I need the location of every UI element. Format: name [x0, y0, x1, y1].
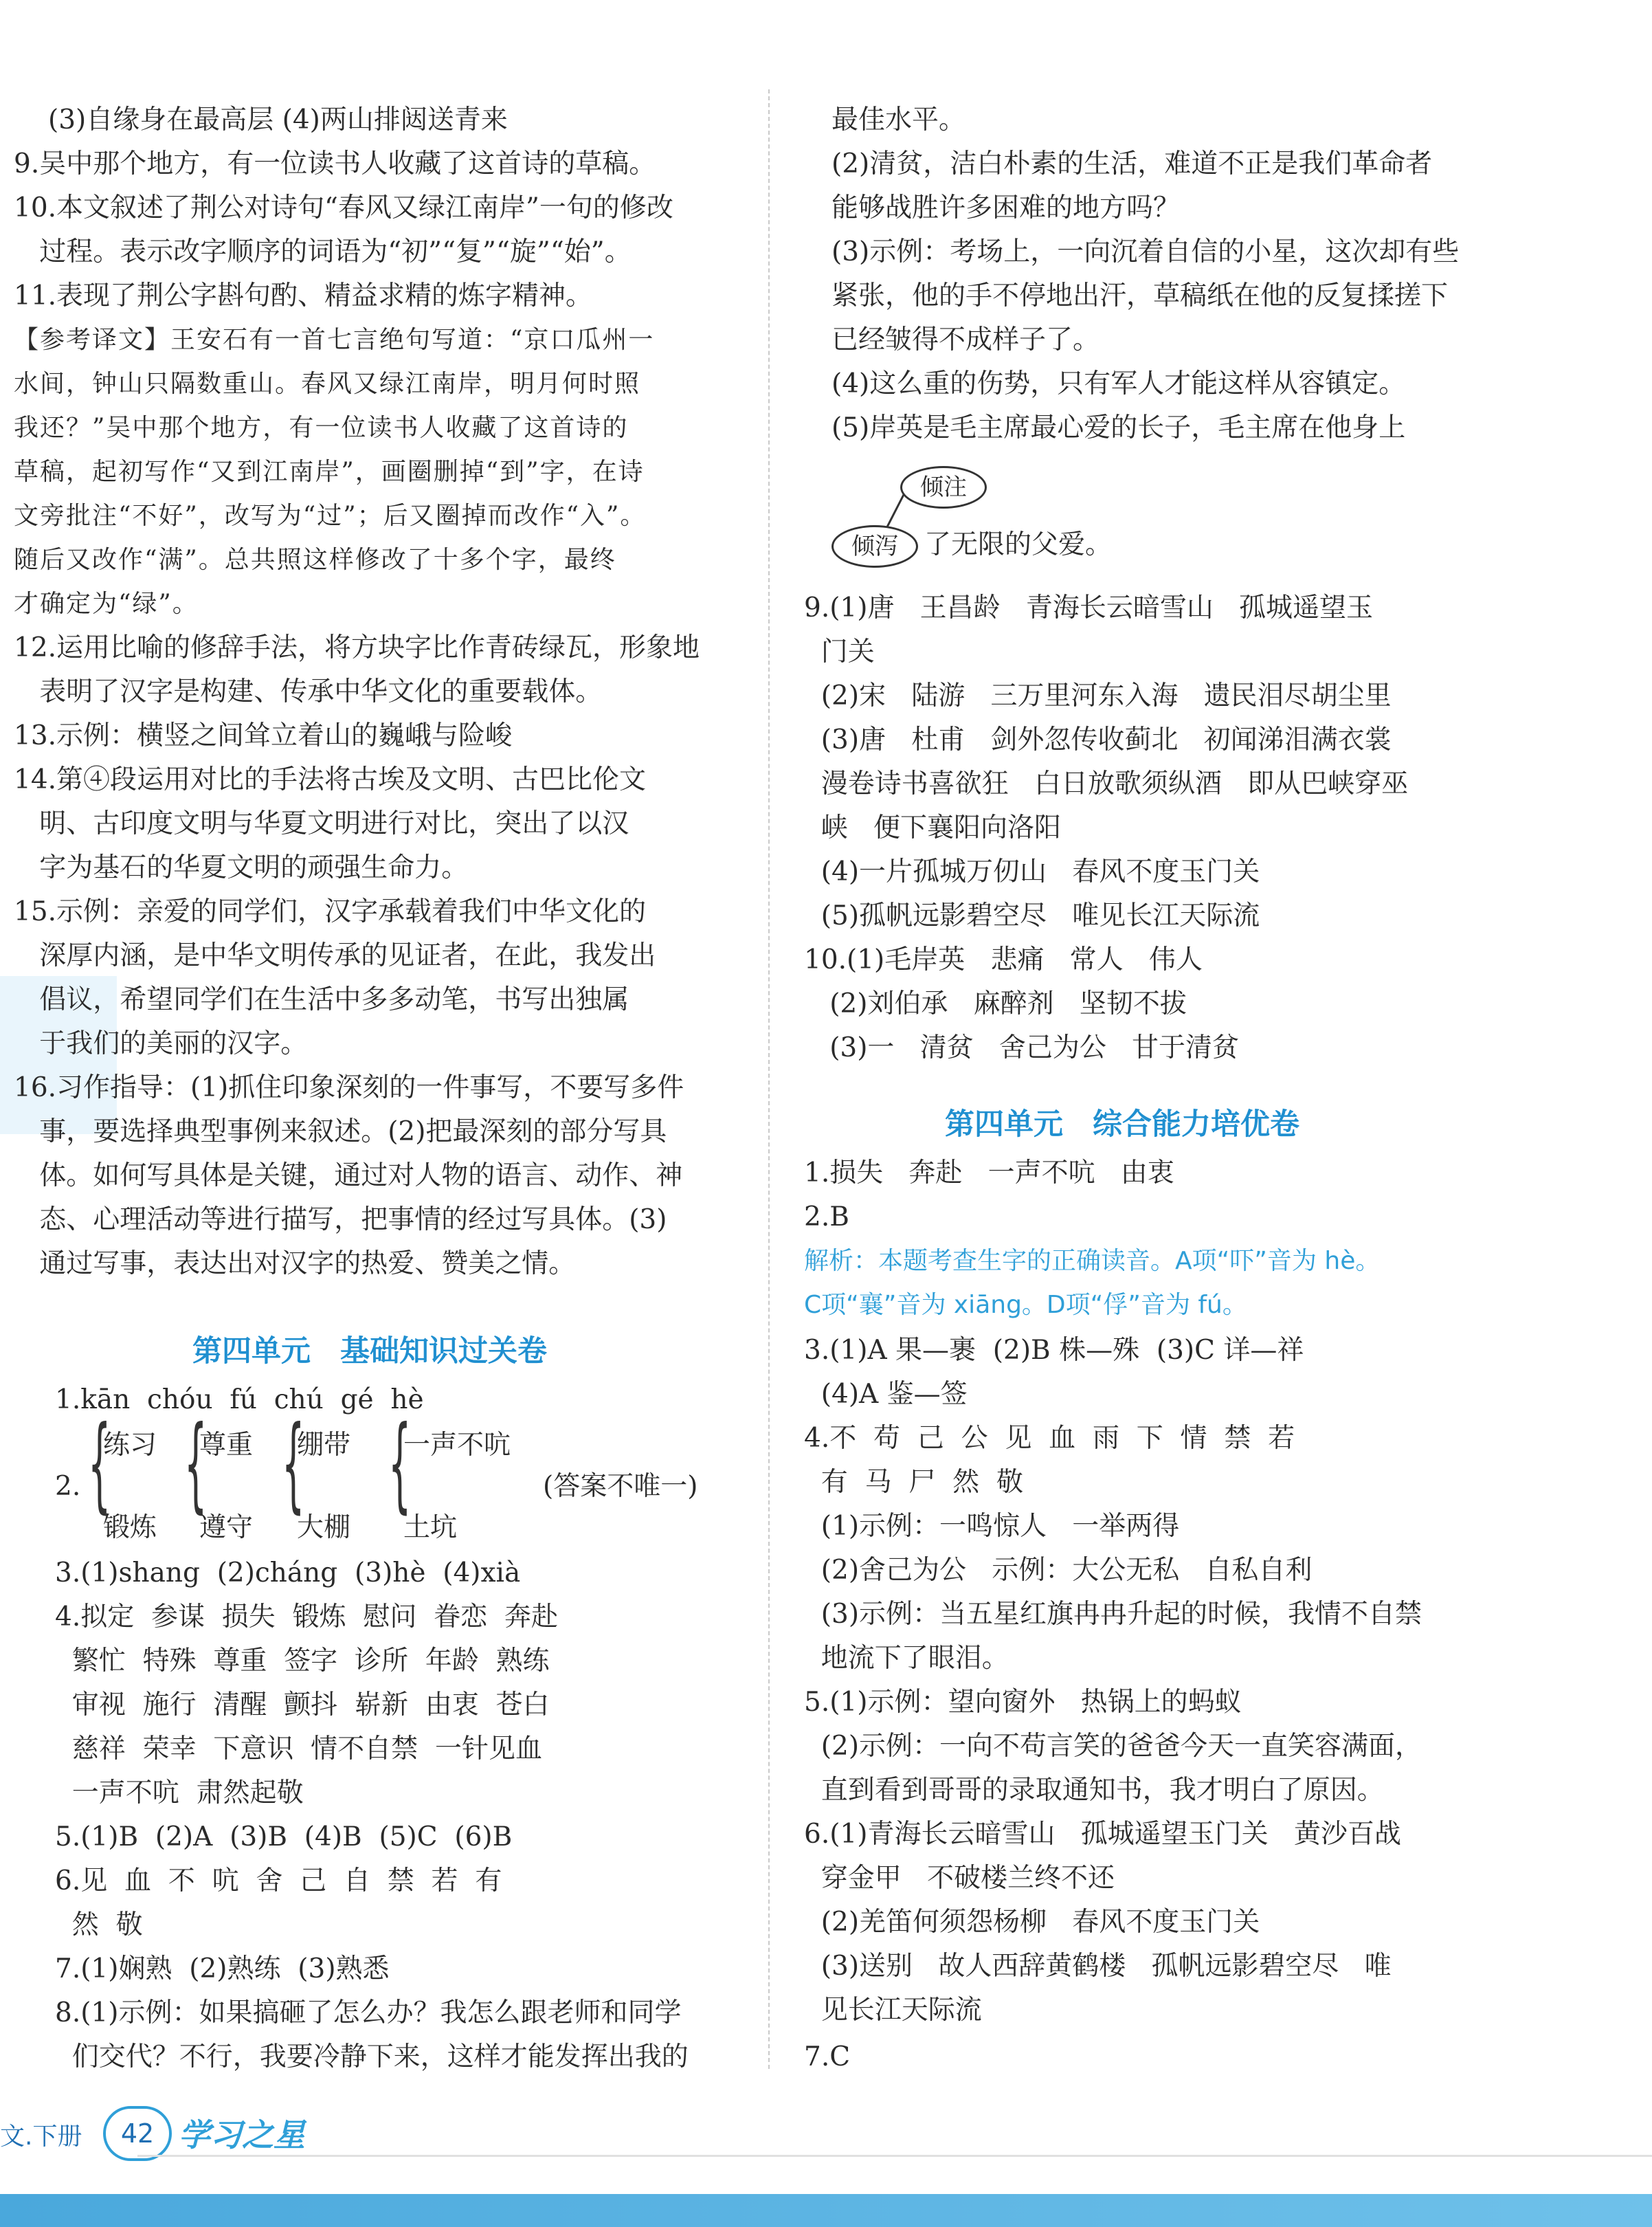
word: 土坑	[403, 1512, 458, 1543]
text-line: (2)羌笛何须怨杨柳 春风不度玉门关	[804, 1907, 1260, 1938]
text-line: 14.第④段运用对比的手法将古埃及文明、古巴比伦文	[14, 764, 647, 795]
text-line: 态、心理活动等进行描写，把事情的经过写具体。(3)	[14, 1204, 667, 1235]
text-line: 4.不 苟 己 公 见 血 雨 下 情 禁 若	[804, 1423, 1295, 1454]
word: 锻炼	[103, 1512, 157, 1543]
text-line: 字为基石的华夏文明的顽强生命力。	[14, 852, 469, 883]
text-line: 【参考译文】王安石有一首七言绝句写道：“京口瓜州一	[14, 326, 655, 354]
text-line: 体。如何写具体是关键，通过对人物的语言、动作、神	[14, 1160, 683, 1191]
text-line: 13.示例：横竖之间耸立着山的巍峨与险峻	[14, 720, 513, 751]
text-line: 3.(1)shang (2)cháng (3)hè (4)xià	[55, 1558, 521, 1588]
text-line: 12.运用比喻的修辞手法，将方块字比作青砖绿瓦，形象地	[14, 632, 700, 663]
text-line: 漫卷诗书喜欲狂 白日放歌须纵酒 即从巴峡穿巫	[804, 768, 1409, 799]
text-line: (3)自缘身在最高层 (4)两山排闼送青来	[48, 104, 508, 135]
word: 大棚	[297, 1512, 351, 1543]
text-line: 7.(1)娴熟 (2)熟练 (3)熟悉	[55, 1953, 390, 1984]
text-line: (3)一 清贫 舍己为公 甘于清贫	[804, 1032, 1240, 1063]
text-line: 深厚内涵，是中华文明传承的见证者，在此，我发出	[14, 940, 656, 971]
text-line: 已经皱得不成样子了。	[831, 324, 1100, 355]
text-line: (2)宋 陆游 三万里河东入海 遗民泪尽胡尘里	[804, 680, 1392, 711]
question-number: 2.	[55, 1471, 81, 1502]
text-line: 1.kān chóu fú chú gé hè	[55, 1384, 424, 1415]
text-line: (4)一片孤城万仞山 春风不度玉门关	[804, 856, 1260, 887]
column-divider	[768, 89, 770, 2069]
text-line: 我还？”吴中那个地方，有一位读书人收藏了这首诗的	[14, 414, 629, 442]
text-line: 地流下了眼泪。	[804, 1643, 1009, 1674]
text-line: (2)清贫，洁白朴素的生活，难道不正是我们革命者	[831, 148, 1433, 179]
word: 遵守	[199, 1512, 254, 1543]
text-line: 门关	[804, 636, 875, 667]
footer-bar	[0, 2194, 1652, 2227]
text-line: 9.吴中那个地方，有一位读书人收藏了这首诗的草稿。	[14, 148, 656, 179]
text-line: 16.习作指导：(1)抓住印象深刻的一件事写，不要写多件	[14, 1072, 684, 1103]
footer-rule	[137, 2155, 1652, 2157]
brand-logo: 学习之星	[179, 2116, 305, 2153]
text-line: 11.表现了荆公字斟句酌、精益求精的炼字精神。	[14, 280, 593, 311]
text-line: 明、古印度文明与华夏文明进行对比，突出了以汉	[14, 808, 629, 839]
text-line: 然 敬	[55, 1909, 143, 1940]
text-line: (2)舍己为公 示例：大公无私 自私自利	[804, 1555, 1313, 1586]
text-line: 了无限的父爱。	[924, 529, 1113, 560]
text-line: (3)示例：当五星红旗冉冉升起的时候，我情不自禁	[804, 1599, 1422, 1630]
brace-shape: {	[388, 1404, 412, 1524]
text-line: (5)岸英是毛主席最心爱的长子，毛主席在他身上	[831, 412, 1406, 443]
text-line: 繁忙 特殊 尊重 签字 诊所 年龄 熟练	[55, 1646, 550, 1676]
text-line: 紧张，他的手不停地出汗，草稿纸在他的反复揉搓下	[831, 280, 1449, 311]
analysis-line: C项“襄”音为 xiāng。D项“俘”音为 fú。	[804, 1291, 1247, 1319]
text-line: 最佳水平。	[831, 104, 966, 135]
text-line: 水间，钟山只隔数重山。春风又绿江南岸，明月何时照	[14, 370, 641, 398]
text-line: 有 马 尸 然 敬	[804, 1467, 1023, 1498]
text-line: 直到看到哥哥的录取通知书，我才明白了原因。	[804, 1775, 1384, 1806]
text-line: 能够战胜许多困难的地方吗？	[831, 192, 1181, 223]
text-line: (2)示例：一向不苟言笑的爸爸今天一直笑容满面，	[804, 1731, 1422, 1762]
text-line: 3.(1)A 果—裹 (2)B 株—殊 (3)C 详—祥	[804, 1335, 1304, 1366]
brace-shape: {	[88, 1404, 111, 1524]
text-line: 草稿，起初写作“又到江南岸”，画圈删掉“到”字，在诗	[14, 458, 645, 486]
text-line: (4)这么重的伤势，只有军人才能这样从容镇定。	[831, 368, 1406, 399]
text-line: (1)示例：一鸣惊人 一举两得	[804, 1511, 1180, 1542]
text-line: 10.本文叙述了荆公对诗句“春风又绿江南岸”一句的修改	[14, 192, 673, 223]
section-heading: 第四单元 综合能力培优卷	[945, 1107, 1299, 1142]
text-line: (3)示例：考场上，一向沉着自信的小星，这次却有些	[831, 236, 1460, 267]
text-line: 15.示例：亲爱的同学们，汉字承载着我们中华文化的	[14, 896, 647, 927]
word: 一声不吭	[403, 1430, 511, 1461]
text-line: 穿金甲 不破楼兰终不还	[804, 1863, 1115, 1894]
text-line: 10.(1)毛岸英 悲痛 常人 伟人	[804, 944, 1203, 975]
page-number: 42	[103, 2106, 172, 2161]
text-line: 通过写事，表达出对汉字的热爱、赞美之情。	[14, 1248, 576, 1279]
brace-shape: {	[282, 1404, 305, 1524]
text-line: 倡议，希望同学们在生活中多多动笔，书写出独属	[14, 984, 629, 1015]
text-line: (3)唐 杜甫 剑外忽传收蓟北 初闻涕泪满衣裳	[804, 724, 1392, 755]
analysis-line: 解析：本题考查生字的正确读音。A项“吓”音为 hè。	[804, 1247, 1381, 1275]
note: (答案不唯一)	[543, 1471, 698, 1502]
text-line: 见长江天际流	[804, 1995, 982, 2026]
text-line: 们交代？不行，我要冷静下来，这样才能发挥出我的	[55, 2041, 689, 2072]
text-line: 慈祥 荣幸 下意识 情不自禁 一针见血	[55, 1733, 542, 1764]
text-line: 峡 便下襄阳向洛阳	[804, 812, 1061, 843]
text-line: 过程。表示改字顺序的词语为“初”“复”“旋”“始”。	[14, 236, 632, 267]
circled-word: 倾注	[900, 466, 987, 509]
text-line: 2.B	[804, 1201, 849, 1232]
word: 绷带	[297, 1430, 351, 1461]
footer-label: 文.下册	[0, 2123, 82, 2151]
text-line: 8.(1)示例：如果搞砸了怎么办？我怎么跟老师和同学	[55, 1997, 682, 2028]
text-line: 文旁批注“不好”，改写为“过”；后又圈掉而改作“入”。	[14, 502, 647, 530]
text-line: 于我们的美丽的汉字。	[14, 1028, 308, 1059]
text-line: 表明了汉字是构建、传承中华文化的重要载体。	[14, 676, 603, 707]
text-line: 一声不吭 肃然起敬	[55, 1777, 304, 1808]
word: 尊重	[199, 1430, 254, 1461]
text-line: 审视 施行 清醒 颤抖 崭新 由衷 苍白	[55, 1689, 550, 1720]
text-line: 7.C	[804, 2041, 851, 2072]
text-line: 才确定为“绿”。	[14, 590, 199, 618]
brace-shape: {	[184, 1404, 208, 1524]
text-line: (3)送别 故人西辞黄鹤楼 孤帆远影碧空尽 唯	[804, 1951, 1392, 1982]
text-line: 5.(1)示例：望向窗外 热锅上的蚂蚁	[804, 1687, 1242, 1718]
text-line: (5)孤帆远影碧空尽 唯见长江天际流	[804, 900, 1260, 931]
text-line: 1.损失 奔赴 一声不吭 由衷	[804, 1157, 1174, 1188]
text-line: (2)刘伯承 麻醉剂 坚韧不拔	[804, 988, 1187, 1019]
word: 练习	[103, 1430, 157, 1461]
text-line: 事，要选择典型事例来叙述。(2)把最深刻的部分写具	[14, 1116, 667, 1147]
text-line: 随后又改作“满”。总共照这样修改了十多个字，最终	[14, 546, 616, 574]
text-line: 6.见 血 不 吭 舍 己 自 禁 若 有	[55, 1865, 502, 1896]
text-line: 9.(1)唐 王昌龄 青海长云暗雪山 孤城遥望玉	[804, 592, 1374, 623]
text-line: 4.拟定 参谋 损失 锻炼 慰问 眷恋 奔赴	[55, 1602, 558, 1632]
section-heading: 第四单元 基础知识过关卷	[192, 1334, 547, 1369]
text-line: 5.(1)B (2)A (3)B (4)B (5)C (6)B	[55, 1821, 513, 1852]
text-line: (4)A 鉴—签	[804, 1379, 968, 1410]
text-line: 6.(1)青海长云暗雪山 孤城遥望玉门关 黄沙百战	[804, 1819, 1401, 1850]
circled-word: 倾泻	[831, 525, 918, 568]
